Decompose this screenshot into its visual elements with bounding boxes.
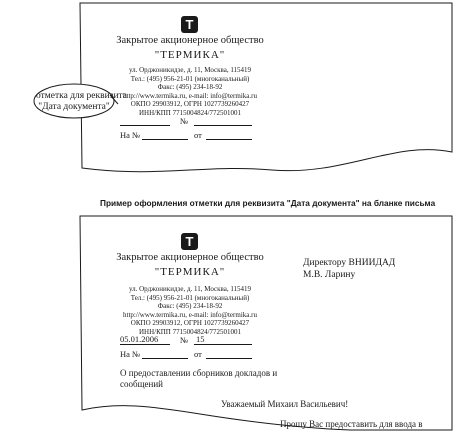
body-fragment: Прошу Вас предоставить для ввода в — [280, 419, 423, 429]
org-line: Закрытое акционерное общество — [116, 35, 264, 46]
figure-caption: Пример оформления отметки для реквизита "Дата документа" на бланке письма — [100, 198, 436, 208]
address-line: ул. Орджоникидзе, д. 11, Москва, 115419 — [128, 66, 252, 74]
ref-number-underline — [142, 358, 188, 359]
okpo-line: ОКПО 29903912, ОГРН 1027739260427 — [130, 100, 250, 108]
web-line: http://www.termika.ru, e-mail: info@termika.ru — [123, 91, 257, 100]
subject-line2: сообщений — [120, 379, 163, 389]
ref-date-underline — [206, 139, 252, 140]
fax-line: Факс: (495) 234-18-92 — [157, 302, 223, 310]
number-sign: № — [180, 335, 189, 345]
address-line: ул. Орджоникидзе, д. 11, Москва, 115419 — [128, 285, 252, 293]
inn-line: ИНН/КПП 7715004824/772501001 — [138, 327, 242, 336]
callout-label-line1: отметка для реквизита — [36, 91, 128, 101]
document-date: 05.01.2006 — [120, 334, 159, 344]
ref-from-label: от — [194, 349, 202, 359]
date-field-underline — [120, 125, 170, 126]
ref-number-label: На № — [120, 130, 141, 140]
addressee-line1: Директору ВНИИДАД — [303, 258, 396, 268]
org-line: Закрытое акционерное общество — [116, 252, 264, 263]
phone-line: Тел.: (495) 956-21-01 (многоканальный) — [130, 293, 250, 302]
number-field-underline — [194, 125, 252, 126]
web-line: http://www.termika.ru, e-mail: info@termika.ru — [123, 310, 257, 319]
callout-label-line2: "Дата документа" — [38, 102, 110, 112]
org-name: "ТЕРМИКА" — [154, 49, 226, 61]
ref-number-underline — [142, 139, 188, 140]
document-number: 15 — [196, 334, 205, 344]
company-logo: T — [181, 233, 198, 250]
inn-line: ИНН/КПП 7715004824/772501001 — [138, 108, 242, 117]
ref-date-underline — [206, 358, 252, 359]
subject-line1: О предоставлении сборников докладов и — [120, 368, 278, 378]
fax-line: Факс: (495) 234-18-92 — [157, 83, 223, 91]
org-name: "ТЕРМИКА" — [154, 266, 226, 278]
number-sign: № — [180, 116, 189, 126]
salutation: Уважаемый Михаил Васильевич! — [221, 399, 349, 409]
number-field-underline — [194, 344, 252, 345]
ref-number-label: На № — [120, 349, 141, 359]
addressee-line2: М.В. Ларину — [303, 270, 356, 280]
okpo-line: ОКПО 29903912, ОГРН 1027739260427 — [130, 319, 250, 327]
ref-from-label: от — [194, 130, 202, 140]
phone-line: Тел.: (495) 956-21-01 (многоканальный) — [130, 74, 250, 83]
date-field-underline — [120, 344, 170, 345]
company-logo: T — [181, 16, 198, 33]
